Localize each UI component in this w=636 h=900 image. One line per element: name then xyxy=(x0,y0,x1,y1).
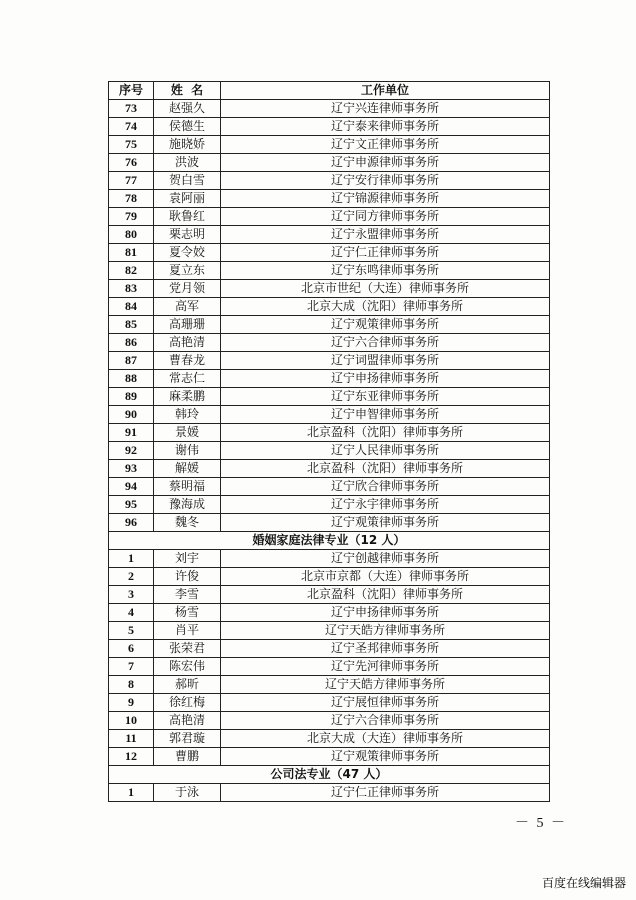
row-index: 75 xyxy=(109,136,154,154)
table-header-row xyxy=(109,82,550,100)
table-row xyxy=(109,424,550,442)
section-title: 婚姻家庭法律专业（12 人） xyxy=(109,532,550,550)
row-unit: 辽宁观策律师事务所 xyxy=(221,316,550,334)
row-name: 于泳 xyxy=(154,784,221,802)
row-name: 蔡明福 xyxy=(154,478,221,496)
table-row xyxy=(109,442,550,460)
row-name: 陈宏伟 xyxy=(154,658,221,676)
row-index: 82 xyxy=(109,262,154,280)
row-index: 92 xyxy=(109,442,154,460)
section-header-row xyxy=(109,532,550,550)
table-row xyxy=(109,190,550,208)
row-name: 赵强久 xyxy=(154,100,221,118)
row-index: 8 xyxy=(109,676,154,694)
row-name: 景媛 xyxy=(154,424,221,442)
row-unit: 辽宁天皓方律师事务所 xyxy=(221,622,550,640)
row-unit: 辽宁安行律师事务所 xyxy=(221,172,550,190)
row-index: 5 xyxy=(109,622,154,640)
row-name: 夏立东 xyxy=(154,262,221,280)
row-index: 85 xyxy=(109,316,154,334)
table-row xyxy=(109,100,550,118)
table-row xyxy=(109,316,550,334)
row-index: 1 xyxy=(109,784,154,802)
row-name: 党月领 xyxy=(154,280,221,298)
row-name: 魏冬 xyxy=(154,514,221,532)
table-row xyxy=(109,568,550,586)
table-row xyxy=(109,388,550,406)
table-row xyxy=(109,712,550,730)
row-name: 韩玲 xyxy=(154,406,221,424)
row-name: 曹春龙 xyxy=(154,352,221,370)
row-name: 洪波 xyxy=(154,154,221,172)
roster-body xyxy=(109,100,550,802)
table-row xyxy=(109,694,550,712)
table-row xyxy=(109,784,550,802)
row-unit: 北京盈科（沈阳）律师事务所 xyxy=(221,586,550,604)
row-unit: 辽宁六合律师事务所 xyxy=(221,334,550,352)
table-row xyxy=(109,118,550,136)
row-unit: 辽宁申扬律师事务所 xyxy=(221,370,550,388)
header-unit: 工作单位 xyxy=(221,82,550,100)
row-index: 77 xyxy=(109,172,154,190)
table-row xyxy=(109,352,550,370)
row-unit: 辽宁人民律师事务所 xyxy=(221,442,550,460)
row-index: 84 xyxy=(109,298,154,316)
row-unit: 辽宁先河律师事务所 xyxy=(221,658,550,676)
row-name: 高珊珊 xyxy=(154,316,221,334)
row-name: 施晓娇 xyxy=(154,136,221,154)
table-row xyxy=(109,676,550,694)
row-unit: 辽宁圣邦律师事务所 xyxy=(221,640,550,658)
row-index: 3 xyxy=(109,586,154,604)
table-row xyxy=(109,658,550,676)
row-unit: 辽宁申智律师事务所 xyxy=(221,406,550,424)
row-unit: 北京大成（沈阳）律师事务所 xyxy=(221,298,550,316)
row-name: 高艳清 xyxy=(154,712,221,730)
row-index: 90 xyxy=(109,406,154,424)
table-row xyxy=(109,154,550,172)
row-unit: 辽宁永盟律师事务所 xyxy=(221,226,550,244)
row-index: 79 xyxy=(109,208,154,226)
row-name: 郭君璇 xyxy=(154,730,221,748)
row-unit: 北京市京都（大连）律师事务所 xyxy=(221,568,550,586)
row-index: 6 xyxy=(109,640,154,658)
row-name: 贺白雪 xyxy=(154,172,221,190)
row-unit: 辽宁东亚律师事务所 xyxy=(221,388,550,406)
row-name: 高艳清 xyxy=(154,334,221,352)
row-unit: 辽宁永宇律师事务所 xyxy=(221,496,550,514)
row-index: 2 xyxy=(109,568,154,586)
row-name: 许俊 xyxy=(154,568,221,586)
table-row xyxy=(109,136,550,154)
table-row xyxy=(109,406,550,424)
row-name: 袁阿丽 xyxy=(154,190,221,208)
header-index: 序号 xyxy=(109,82,154,100)
row-index: 10 xyxy=(109,712,154,730)
table-row xyxy=(109,478,550,496)
row-index: 88 xyxy=(109,370,154,388)
row-index: 81 xyxy=(109,244,154,262)
row-index: 74 xyxy=(109,118,154,136)
table-row xyxy=(109,172,550,190)
row-index: 7 xyxy=(109,658,154,676)
row-name: 解媛 xyxy=(154,460,221,478)
table-row xyxy=(109,262,550,280)
section-header-row xyxy=(109,766,550,784)
row-index: 89 xyxy=(109,388,154,406)
row-name: 曹鹏 xyxy=(154,748,221,766)
row-unit: 北京市世纪（大连）律师事务所 xyxy=(221,280,550,298)
row-unit: 辽宁展恒律师事务所 xyxy=(221,694,550,712)
table-row xyxy=(109,514,550,532)
row-index: 76 xyxy=(109,154,154,172)
table-row xyxy=(109,586,550,604)
row-unit: 辽宁同方律师事务所 xyxy=(221,208,550,226)
row-index: 80 xyxy=(109,226,154,244)
row-unit: 辽宁东鸣律师事务所 xyxy=(221,262,550,280)
row-index: 4 xyxy=(109,604,154,622)
row-index: 96 xyxy=(109,514,154,532)
row-index: 12 xyxy=(109,748,154,766)
table-row xyxy=(109,244,550,262)
row-name: 侯德生 xyxy=(154,118,221,136)
row-unit: 辽宁泰来律师事务所 xyxy=(221,118,550,136)
row-name: 耿鲁红 xyxy=(154,208,221,226)
table-row xyxy=(109,226,550,244)
row-unit: 辽宁六合律师事务所 xyxy=(221,712,550,730)
row-unit: 辽宁文正律师事务所 xyxy=(221,136,550,154)
row-unit: 辽宁天皓方律师事务所 xyxy=(221,676,550,694)
row-unit: 辽宁申源律师事务所 xyxy=(221,154,550,172)
row-name: 谢伟 xyxy=(154,442,221,460)
row-unit: 辽宁观策律师事务所 xyxy=(221,514,550,532)
table-row xyxy=(109,280,550,298)
table-row xyxy=(109,748,550,766)
row-name: 张荣君 xyxy=(154,640,221,658)
table-row xyxy=(109,550,550,568)
row-name: 刘宇 xyxy=(154,550,221,568)
row-index: 93 xyxy=(109,460,154,478)
row-unit: 辽宁锦源律师事务所 xyxy=(221,190,550,208)
row-unit: 辽宁仁正律师事务所 xyxy=(221,784,550,802)
row-index: 86 xyxy=(109,334,154,352)
row-unit: 辽宁欣合律师事务所 xyxy=(221,478,550,496)
row-name: 徐红梅 xyxy=(154,694,221,712)
roster-table xyxy=(108,81,550,802)
row-name: 郝昕 xyxy=(154,676,221,694)
row-name: 栗志明 xyxy=(154,226,221,244)
row-unit: 辽宁仁正律师事务所 xyxy=(221,244,550,262)
row-index: 78 xyxy=(109,190,154,208)
editor-watermark: 百度在线编辑器 xyxy=(541,876,626,890)
table-row xyxy=(109,604,550,622)
table-row xyxy=(109,298,550,316)
page-number: － 5 － xyxy=(515,816,567,831)
row-name: 李雪 xyxy=(154,586,221,604)
row-name: 高军 xyxy=(154,298,221,316)
row-index: 91 xyxy=(109,424,154,442)
row-unit: 辽宁申扬律师事务所 xyxy=(221,604,550,622)
table-row xyxy=(109,730,550,748)
row-index: 94 xyxy=(109,478,154,496)
row-name: 肖平 xyxy=(154,622,221,640)
row-name: 豫海成 xyxy=(154,496,221,514)
row-name: 杨雪 xyxy=(154,604,221,622)
table-row xyxy=(109,622,550,640)
row-unit: 北京盈科（沈阳）律师事务所 xyxy=(221,460,550,478)
table-row xyxy=(109,496,550,514)
row-index: 9 xyxy=(109,694,154,712)
row-index: 73 xyxy=(109,100,154,118)
row-index: 11 xyxy=(109,730,154,748)
row-name: 常志仁 xyxy=(154,370,221,388)
table-row xyxy=(109,460,550,478)
row-unit: 北京大成（大连）律师事务所 xyxy=(221,730,550,748)
row-index: 83 xyxy=(109,280,154,298)
section-title: 公司法专业（47 人） xyxy=(109,766,550,784)
table-row xyxy=(109,334,550,352)
row-index: 1 xyxy=(109,550,154,568)
table-row xyxy=(109,640,550,658)
table-row xyxy=(109,370,550,388)
table-row xyxy=(109,208,550,226)
row-unit: 辽宁创越律师事务所 xyxy=(221,550,550,568)
row-name: 夏令姣 xyxy=(154,244,221,262)
header-name: 姓 名 xyxy=(154,82,221,100)
row-unit: 辽宁兴连律师事务所 xyxy=(221,100,550,118)
row-name: 麻柔鹏 xyxy=(154,388,221,406)
row-unit: 辽宁词盟律师事务所 xyxy=(221,352,550,370)
row-index: 87 xyxy=(109,352,154,370)
row-index: 95 xyxy=(109,496,154,514)
row-unit: 北京盈科（沈阳）律师事务所 xyxy=(221,424,550,442)
row-unit: 辽宁观策律师事务所 xyxy=(221,748,550,766)
